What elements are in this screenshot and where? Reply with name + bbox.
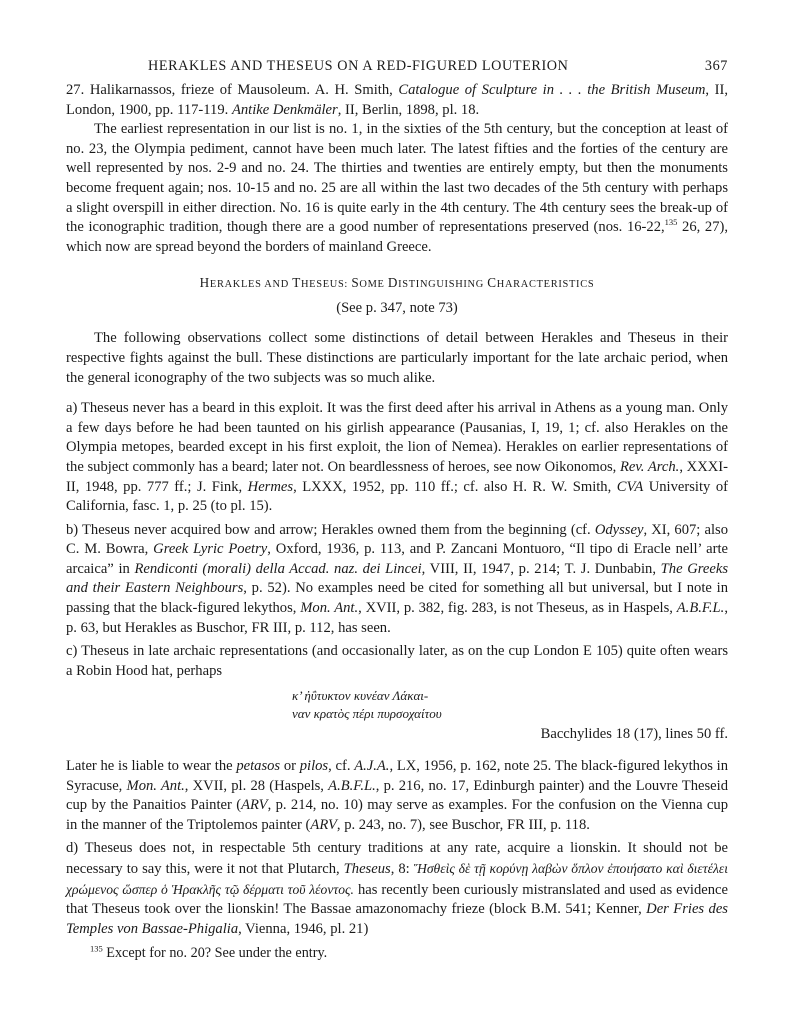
footnote-135: $^{135}$ Except for no. 20? See under the entry. [90, 943, 328, 961]
intro-paragraph: The following observations collect some distinctions of detail between Herakles and Theseus in their respective fights against the bull. These distinctions are particularly important for the late archaic period, when the general iconography of the two subjects was so much alike. [66, 330, 728, 386]
page [66, 58, 728, 939]
page-number: 367 [704, 58, 728, 74]
observation-b: b) Theseus never acquired bow and arrow; Herakles owned them from the beginning (cf. Odyssey, XI, 607; also C. M. Bowra, Greek Lyric Poetry, Oxford, 1936, p. 113, and P. Zancani Montuoro, “Il tipo di Eracle nell’ arte arcaica” in Rendiconti (morali) della Accad. naz. dei Lincei, VIII, II, 1947, p. 214; T. J. Dunbabin, The Greeks and their Eastern Neighbours, p. 52). No examples need be cited for something all but universal, but I note in passing that the black-figured lekythos, Mon. Ant., XVII, p. 382, fig. 283, is not Theseus, as in Haspels, A.B.F.L., p. 63, but Herakles as Buschor, FR III, p. 112, has seen. [66, 521, 729, 636]
catalogue-entry-27: 27. Halikarnassos, frieze of Mausoleum. A. H. Smith, Catalogue of Sculpture in . . . the British Museum, II, London, 1900, pp. 117-119. Antike Denkmäler, II, Berlin, 1898, pl. 18. [66, 82, 728, 118]
bacchylides-quote: κ’ ἠΰτυκτον κυνέαν Λάκαι- ναν κρατὸς πέρι πυρσοχαίτου [292, 688, 442, 722]
section-heading: HERAKLES AND THESEUS: SOME DISTINGUISHING CHARACTERISTICS [199, 275, 595, 291]
section-see-note: (See p. 347, note 73) [336, 300, 458, 317]
observation-d: d) Theseus does not, in respectable 5th century traditions at any rate, acquire a lionskin. It should not be necessary to say this, were it not that Plutarch, Theseus, 8: Ἥσθεὶς δὲ τῇ κορύνῃ λαβὼν ὅπλον ἐποιήσατο καὶ διετέλει χρώμενος ὥσπερ ὁ Ἡρακλῆς τῷ δέρματι τοῦ λέοντος. has recently been curiously mistranslated and used as evidence that Theseus took over the lionskin! The Bassae amazonomachy frieze (block B.M. 541; Kenner, Der Fries des Temples von Bassae-Phigalia, Vienna, 1946, pl. 21) [66, 840, 729, 937]
footnote-ref-135[interactable]: 135 [664, 217, 678, 228]
chronology-summary: The earliest representation in our list is no. 1, in the sixties of the 5th century, but the conception at least of no. 23, the Olympia pediment, cannot have been much later. The latest fifties and the forties of the century are well represented by nos. 2-9 and no. 24. The thirties and twenties are entirely empty, but then the monuments become frequent again; nos. 10-15 and no. 25 are all within the last two decades of the 5th century with perhaps a slight overspill in either direction. No. 16 is quite early in the 4th century. The 4th century sees the break-up of the iconographic tradition, though there are a good number of representations preserved (nos. 16-22,$^{135}$ 26, 27), which now are spread beyond the borders of mainland Greece. [66, 121, 728, 255]
running-title: HERAKLES AND THESEUS ON A RED-FIGURED LOUTERION [148, 58, 569, 74]
observation-c-continued: Later he is liable to wear the petasos or pilos, cf. A.J.A., LX, 1956, p. 162, note 25. The black-figured lekythos in Syracuse, Mon. Ant., XVII, pl. 28 (Haspels, A.B.F.L., p. 216, no. 17, Edinburgh painter) and the Louvre Theseid cup by the Panaitios Painter (ARV, p. 214, no. 10) may serve as examples. For the confusion on the Vienna cup in the manner of the Triptolemos painter (ARV, p. 243, no. 7), see Buschor, FR III, p. 118. [66, 758, 728, 833]
running-header [66, 58, 728, 80]
plutarch-greek-quote: Ἥσθεὶς δὲ τῇ κορύνῃ λαβὼν ὅπλον ἐποιήσατο καὶ διετέλει χρώμενος ὥσπερ ὁ Ἡρακλῆς τῷ δέρματι τοῦ λέοντος. [66, 861, 729, 897]
observation-c: c) Theseus in late archaic representations (and occasionally later, as on the cup London E 105) quite often wears a Robin Hood hat, perhaps [66, 643, 728, 679]
observation-a: a) Theseus never has a beard in this exploit. It was the first deed after his arrival in Athens as a young man. Only a few days before he had been taunted on his girlish appearance (Pausanias, I, 19, 1; cf. also Herakles on the Olympia metopes, bearded except in his first exploit, the lion of Nemea). Herakles on earlier representations of the subject commonly has a beard; later not. On beardlessness of heroes, see now Oikonomos, Rev. Arch., XXXI-II, 1948, pp. 777 ff.; J. Fink, Hermes, LXXX, 1952, pp. 110 ff.; cf. also H. R. W. Smith, CVA University of California, fasc. 1, p. 25 (to pl. 15). [66, 400, 729, 515]
quote-source: Bacchylides 18 (17), lines 50 ff. [540, 726, 728, 743]
